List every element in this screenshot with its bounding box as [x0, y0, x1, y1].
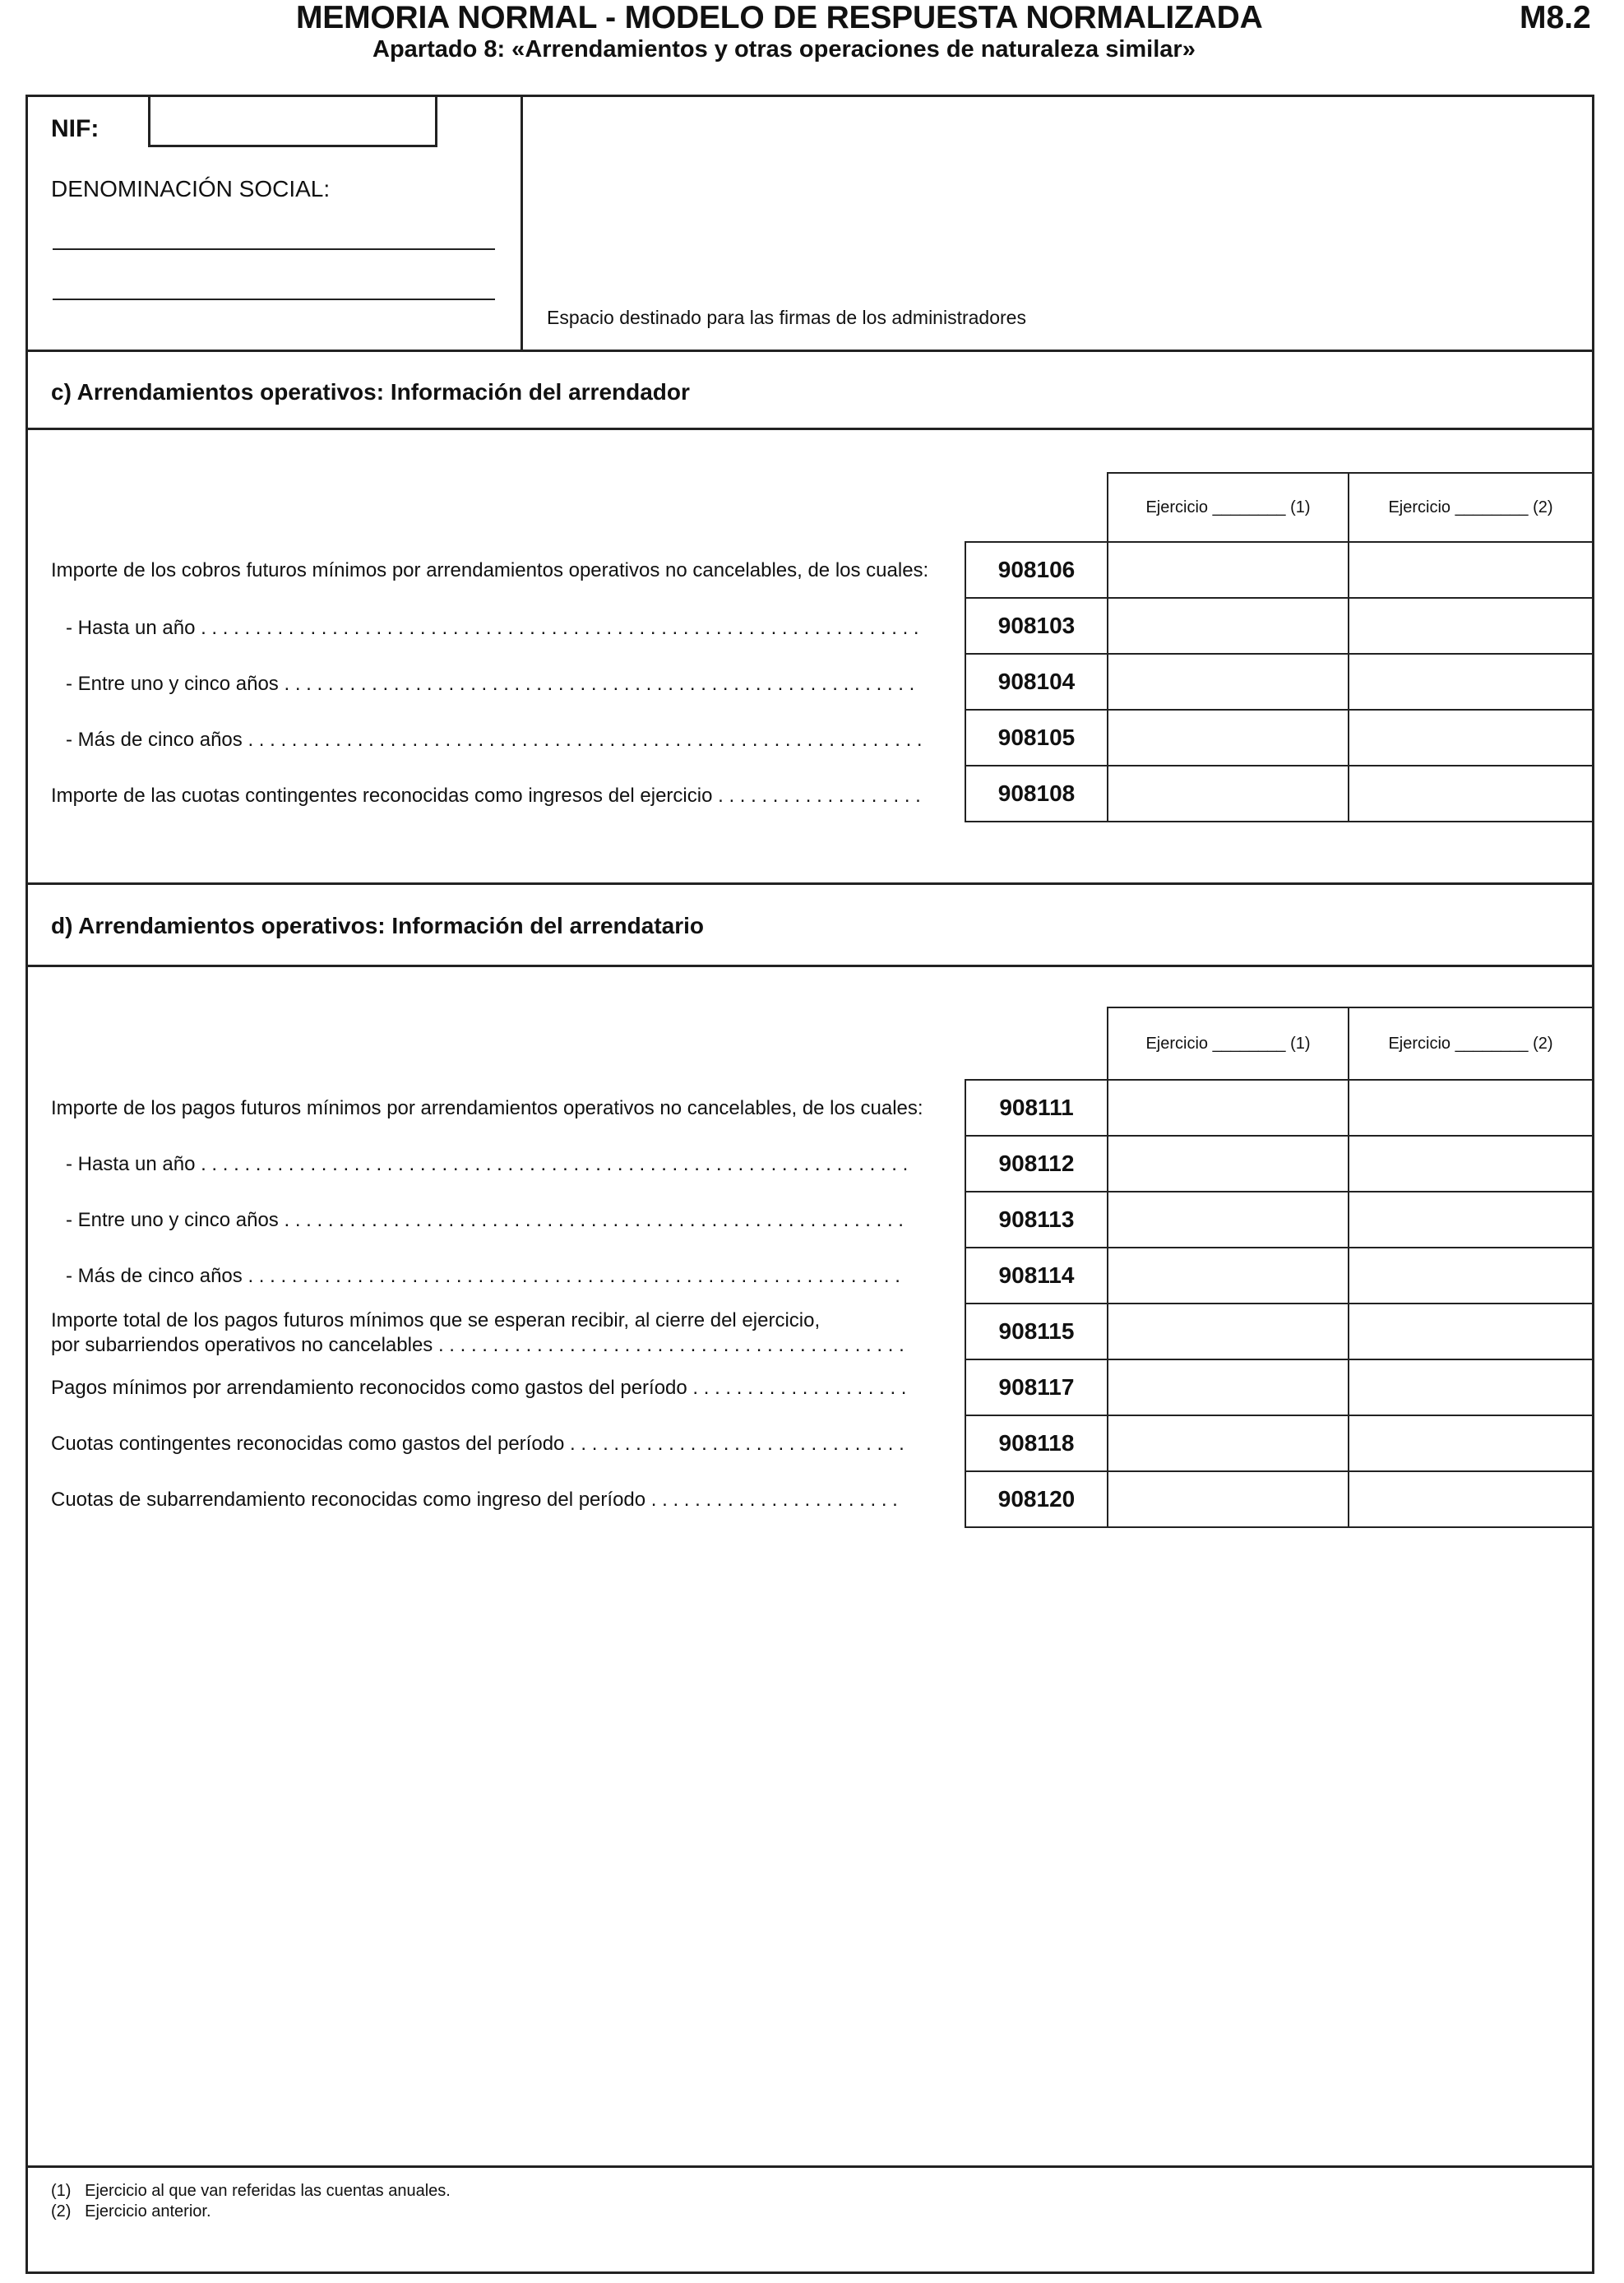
section-d-row-code: 908112 [965, 1135, 1108, 1192]
section-d-row-code: 908114 [965, 1247, 1108, 1304]
section-c-row-label: - Más de cinco años . . . . . . . . . . . . . . . . . . . . . . . . . . . . . . . . . . . . . . . . . . . . . . . . . . . . . . . . . . . . . . [66, 729, 923, 751]
section-c-row-code: 908106 [965, 541, 1108, 599]
section-c-row-value-2[interactable] [1348, 541, 1594, 599]
section-d-row-label-continued: por subarriendos operativos no cancelables . . . . . . . . . . . . . . . . . . . . . . . . . . . . . . . . . . . . . . . . . . . [51, 1334, 905, 1356]
nif-input[interactable] [148, 95, 437, 147]
section-d-row-value-1[interactable] [1107, 1079, 1349, 1137]
footnote-1: (1) Ejercicio al que van referidas las cuentas anuales. [51, 2182, 451, 2200]
id-divider [521, 95, 523, 351]
section-c-row-label: Importe de las cuotas contingentes reconocidas como ingresos del ejercicio . . . . . . . . . . . . . . . . . . . [51, 785, 921, 807]
section-c-row-value-1[interactable] [1107, 709, 1349, 766]
form-code: M8.2 [1520, 0, 1591, 35]
section-d-row-code: 908118 [965, 1415, 1108, 1472]
section-c-row-value-1[interactable] [1107, 653, 1349, 711]
section-d-row-label: Importe total de los pagos futuros mínimos que se esperan recibir, al cierre del ejercicio, [51, 1309, 821, 1331]
section-c-row-value-1[interactable] [1107, 597, 1349, 655]
section-c-bottom-rule [25, 428, 1594, 430]
denominacion-label: DENOMINACIÓN SOCIAL: [51, 176, 331, 201]
section-c-row-code: 908103 [965, 597, 1108, 655]
nif-label: NIF: [51, 115, 99, 142]
section-d-title: d) Arrendamientos operativos: Información del arrendatario [51, 913, 705, 938]
section-d-row-value-2[interactable] [1348, 1247, 1594, 1304]
section-c-row-value-2[interactable] [1348, 653, 1594, 711]
section-d-row-code: 908120 [965, 1470, 1108, 1528]
section-d-col-header-2: Ejercicio ________ (2) [1348, 1007, 1594, 1081]
section-d-row-label: - Entre uno y cinco años . . . . . . . . . . . . . . . . . . . . . . . . . . . . . . . . . . . . . . . . . . . . . . . . . . . . . . . . . [66, 1209, 904, 1231]
section-d-row-value-1[interactable] [1107, 1470, 1349, 1528]
section-d-row-value-2[interactable] [1348, 1135, 1594, 1192]
footnotes-rule [25, 2165, 1594, 2168]
section-c-row-value-1[interactable] [1107, 541, 1349, 599]
section-c-row-value-2[interactable] [1348, 709, 1594, 766]
section-d-row-value-1[interactable] [1107, 1303, 1349, 1360]
section-d-row-code: 908111 [965, 1079, 1108, 1137]
section-d-row-label: Pagos mínimos por arrendamiento reconocidos como gastos del período . . . . . . . . . . . . . . . . . . . . [51, 1377, 907, 1399]
section-c-row-code: 908105 [965, 709, 1108, 766]
page-title: MEMORIA NORMAL - MODELO DE RESPUESTA NORMALIZADA [296, 0, 1263, 35]
section-d-row-value-2[interactable] [1348, 1470, 1594, 1528]
section-d-row-value-2[interactable] [1348, 1303, 1594, 1360]
section-c-row-value-2[interactable] [1348, 597, 1594, 655]
section-d-row-label: Cuotas contingentes reconocidas como gastos del período . . . . . . . . . . . . . . . . . . . . . . . . . . . . . . . [51, 1433, 905, 1455]
section-d-row-value-1[interactable] [1107, 1135, 1349, 1192]
section-c-row-label: - Entre uno y cinco años . . . . . . . . . . . . . . . . . . . . . . . . . . . . . . . . . . . . . . . . . . . . . . . . . . . . . . . . . . [66, 673, 915, 695]
section-d-row-label: - Hasta un año . . . . . . . . . . . . . . . . . . . . . . . . . . . . . . . . . . . . . . . . . . . . . . . . . . . . . . . . . . . . . . . . . [66, 1153, 909, 1175]
section-c-row-label: - Hasta un año . . . . . . . . . . . . . . . . . . . . . . . . . . . . . . . . . . . . . . . . . . . . . . . . . . . . . . . . . . . . . . . . . . [66, 617, 919, 639]
section-c-title: c) Arrendamientos operativos: Información del arrendador [51, 379, 690, 405]
section-d-row-label: Cuotas de subarrendamiento reconocidas como ingreso del período . . . . . . . . . . . . . . . . . . . . . . . [51, 1489, 898, 1511]
section-d-row-value-1[interactable] [1107, 1415, 1349, 1472]
section-d-row-value-2[interactable] [1348, 1359, 1594, 1416]
section-d-row-value-1[interactable] [1107, 1191, 1349, 1248]
section-c-col-header-2: Ejercicio ________ (2) [1348, 472, 1594, 543]
section-c-col-header-1: Ejercicio ________ (1) [1107, 472, 1349, 543]
section-c-row-code: 908104 [965, 653, 1108, 711]
section-d-row-code: 908117 [965, 1359, 1108, 1416]
denominacion-line-1[interactable] [53, 248, 495, 250]
section-d-row-code: 908115 [965, 1303, 1108, 1360]
section-c-top-rule [25, 350, 1594, 352]
section-d-top-rule [25, 882, 1594, 885]
section-d-row-label: Importe de los pagos futuros mínimos por arrendamientos operativos no cancelables, de los cuales: [51, 1097, 923, 1119]
denominacion-line-2[interactable] [53, 299, 495, 300]
page-subtitle: Apartado 8: «Arrendamientos y otras operaciones de naturaleza similar» [372, 36, 1196, 63]
section-c-row-label: Importe de los cobros futuros mínimos por arrendamientos operativos no cancelables, de los cuales: [51, 559, 929, 581]
footnote-2: (2) Ejercicio anterior. [51, 2202, 211, 2220]
section-c-row-value-2[interactable] [1348, 765, 1594, 822]
section-d-row-value-2[interactable] [1348, 1415, 1594, 1472]
section-d-col-header-1: Ejercicio ________ (1) [1107, 1007, 1349, 1081]
section-d-row-label: - Más de cinco años . . . . . . . . . . . . . . . . . . . . . . . . . . . . . . . . . . . . . . . . . . . . . . . . . . . . . . . . . . . . [66, 1265, 900, 1287]
section-d-row-code: 908113 [965, 1191, 1108, 1248]
section-c-row-value-1[interactable] [1107, 765, 1349, 822]
section-d-bottom-rule [25, 965, 1594, 967]
section-c-row-code: 908108 [965, 765, 1108, 822]
section-d-row-value-2[interactable] [1348, 1191, 1594, 1248]
signature-area-note: Espacio destinado para las firmas de los administradores [547, 307, 1026, 328]
section-d-row-value-1[interactable] [1107, 1247, 1349, 1304]
section-d-row-value-1[interactable] [1107, 1359, 1349, 1416]
section-d-row-value-2[interactable] [1348, 1079, 1594, 1137]
